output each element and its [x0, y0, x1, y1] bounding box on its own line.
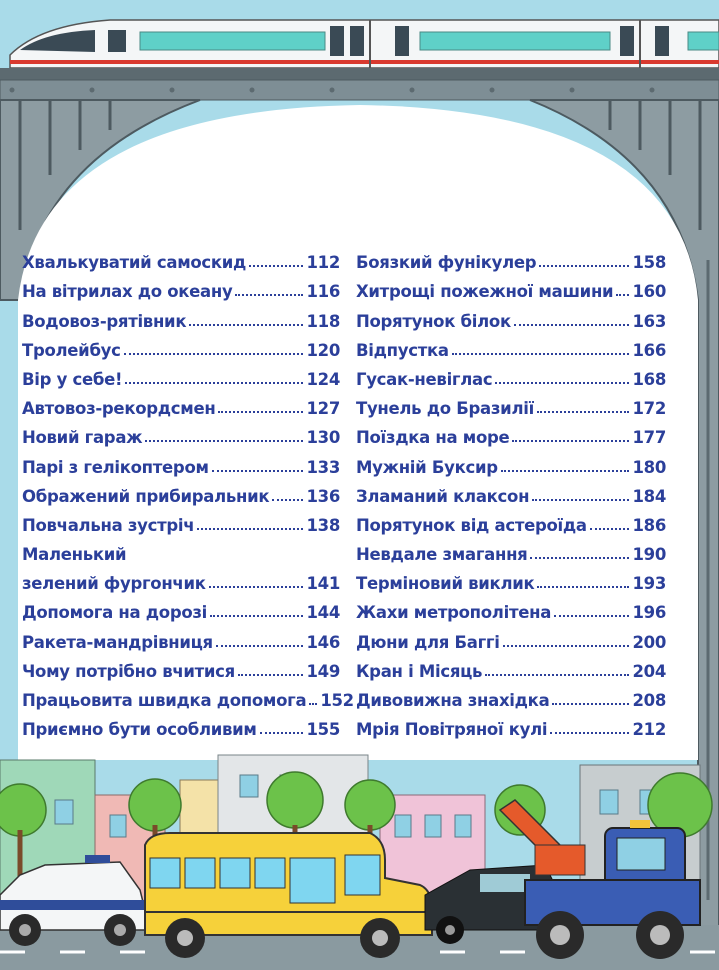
toc-entry[interactable] [22, 272, 340, 301]
toc-entry-title: Гусак-невіглас [356, 369, 493, 389]
toc-leader-dots [532, 499, 629, 501]
toc-entry-title: Автовоз-рекордсмен [22, 399, 216, 419]
toc-entry[interactable] [22, 652, 340, 681]
toc-entry-title: Ракета-мандрівниця [22, 632, 213, 652]
toc-entry-title: Дивовижна знахідка [356, 691, 550, 710]
toc-entry-title: Працьовита швидка допомога [22, 691, 307, 710]
toc-entry-title: Маленький [22, 545, 127, 565]
toc-entry[interactable] [356, 593, 666, 622]
toc-entry-title: Тунель до Бразилії [356, 399, 534, 419]
toc-leader-dots [554, 615, 629, 617]
toc-entry[interactable] [22, 506, 340, 535]
toc-entry-page: 168 [632, 369, 666, 389]
toc-entry-title: Порятунок від астероїда [356, 515, 587, 535]
toc-entry-title: Чому потрібно вчитися [22, 661, 235, 681]
toc-leader-dots [218, 411, 303, 413]
toc-leader-dots [530, 557, 629, 559]
toc-leader-dots [537, 411, 630, 413]
toc-entry-title: Боязкий фунікулер [356, 253, 537, 273]
toc-entry-page: 118 [306, 311, 340, 331]
toc-leader-dots [235, 294, 303, 296]
toc-entry-page: 163 [632, 311, 666, 331]
toc-entry-page: 200 [632, 632, 666, 652]
toc-leader-dots [124, 353, 304, 355]
toc-entry[interactable] [22, 301, 340, 330]
toc-entry[interactable] [22, 593, 340, 622]
toc-left-column [22, 243, 354, 740]
toc-entry-title: Мужній Буксир [356, 457, 498, 477]
toc-entry[interactable] [22, 447, 340, 476]
toc-leader-dots [616, 294, 629, 296]
toc-entry[interactable] [22, 477, 340, 506]
toc-entry-page: 152 [320, 691, 354, 710]
toc-entry[interactable] [356, 622, 666, 651]
toc-entry[interactable] [22, 389, 340, 418]
toc-entry[interactable] [22, 710, 340, 739]
toc-leader-dots [216, 645, 304, 647]
toc-leader-dots [503, 645, 630, 647]
toc-entry-page: 196 [632, 603, 666, 623]
toc-leader-dots [145, 440, 303, 442]
toc-leader-dots [495, 382, 629, 384]
toc-entry-page: 184 [632, 486, 666, 506]
toc-entry-page: 133 [306, 457, 340, 477]
toc-leader-dots [212, 470, 304, 472]
toc-entry-page: 180 [632, 457, 666, 477]
toc-entry[interactable] [356, 418, 666, 447]
toc-entry[interactable] [356, 710, 666, 739]
toc-entry-page: 160 [632, 282, 666, 302]
train-illustration [10, 20, 719, 68]
toc-leader-dots [452, 353, 630, 355]
toc-entry-title: Новий гараж [22, 428, 143, 448]
toc-entry[interactable] [22, 418, 340, 447]
toc-entry-page: 193 [632, 574, 666, 594]
toc-entry-title: Хитрощі пожежної машини [356, 282, 614, 302]
toc-entry-title: Водовоз-рятівник [22, 311, 187, 331]
toc-entry-page: 120 [306, 340, 340, 360]
toc-leader-dots [512, 440, 629, 442]
toc-leader-dots [197, 528, 303, 530]
toc-entry[interactable] [356, 272, 666, 301]
toc-entry[interactable] [356, 447, 666, 476]
toc-leader-dots [210, 615, 303, 617]
toc-entry[interactable] [356, 360, 666, 389]
toc-entry-title: Невдале змагання [356, 545, 528, 565]
toc-entry-page: 112 [306, 253, 340, 273]
toc-entry-title: Ображений прибиральник [22, 486, 270, 506]
toc-entry[interactable] [356, 564, 666, 593]
toc-entry-page: 124 [306, 369, 340, 389]
toc-leader-dots [501, 470, 630, 472]
toc-entry[interactable] [22, 681, 354, 710]
toc-entry-page: 166 [632, 340, 666, 360]
toc-entry-title: Приємно бути особливим [22, 720, 257, 740]
toc-leader-dots [514, 324, 630, 326]
toc-leader-dots [249, 265, 303, 267]
toc-leader-dots [272, 499, 303, 501]
toc-leader-dots [485, 674, 629, 676]
toc-entry[interactable] [356, 389, 666, 418]
toc-entry-page: 158 [632, 253, 666, 273]
toc-entry-title: Повчальна зустріч [22, 515, 195, 535]
toc-entry[interactable] [22, 564, 340, 593]
toc-entry-page: 186 [632, 515, 666, 535]
toc-entry-title: На вітрилах до океану [22, 282, 233, 302]
toc-entry-title: Тролейбус [22, 340, 121, 360]
toc-leader-dots [550, 732, 629, 734]
toc-leader-dots [309, 703, 317, 705]
toc-entry-title: Парі з гелікоптером [22, 457, 209, 477]
toc-entry-page: 190 [632, 545, 666, 565]
toc-leader-dots [539, 265, 629, 267]
toc-entry[interactable] [22, 622, 340, 651]
toc-entry[interactable] [22, 331, 340, 360]
toc-entry-title: Мрія Повітряної кулі [356, 720, 548, 740]
toc-entry-title: Зламаний клаксон [356, 486, 530, 506]
toc-leader-dots [209, 586, 304, 588]
toc-entry[interactable] [356, 652, 666, 681]
toc-entry-page: 127 [306, 399, 340, 419]
toc-entry-page: 130 [306, 428, 340, 448]
toc-leader-dots [189, 324, 303, 326]
toc-entry[interactable] [356, 477, 666, 506]
toc-entry-title: Кран і Місяць [356, 661, 483, 681]
toc-entry-title: зелений фургончик [22, 574, 206, 594]
toc-leader-dots [537, 586, 629, 588]
toc-right-column [356, 243, 666, 739]
toc-entry-page: 144 [306, 603, 340, 623]
toc-leader-dots [125, 382, 303, 384]
toc-entry-page: 116 [306, 282, 340, 302]
toc-entry[interactable] [22, 360, 340, 389]
toc-leader-dots [590, 528, 630, 530]
toc-entry[interactable] [356, 535, 666, 564]
toc-entry[interactable] [22, 535, 340, 564]
toc-entry[interactable] [22, 243, 340, 272]
toc-entry-page: 212 [632, 720, 666, 740]
toc-entry-page: 155 [306, 720, 340, 740]
toc-entry[interactable] [356, 506, 666, 535]
toc-entry-page: 204 [632, 661, 666, 681]
toc-entry-title: Вір у себе! [22, 369, 123, 389]
toc-entry-title: Поїздка на море [356, 428, 510, 448]
toc-entry-page: 141 [306, 574, 340, 594]
toc-entry-page: 146 [306, 632, 340, 652]
toc-entry[interactable] [356, 681, 666, 710]
toc-entry-title: Порятунок білок [356, 311, 511, 331]
toc-entry-title: Жахи метрополітена [356, 603, 552, 623]
toc-entry-title: Терміновий виклик [356, 574, 535, 594]
toc-entry-title: Хвалькуватий самоскид [22, 253, 247, 273]
toc-entry[interactable] [356, 243, 666, 272]
toc-entry-page: 172 [632, 399, 666, 419]
toc-leader-dots [552, 703, 629, 705]
toc-entry-title: Відпустка [356, 340, 449, 360]
toc-leader-dots [238, 674, 303, 676]
toc-entry-page: 138 [306, 515, 340, 535]
toc-entry-page: 208 [632, 691, 666, 710]
toc-entry-page: 149 [306, 661, 340, 681]
toc-entry[interactable] [356, 331, 666, 360]
toc-entry-title: Допомога на дорозі [22, 603, 208, 623]
toc-entry-page: 136 [306, 486, 340, 506]
toc-entry[interactable] [356, 301, 666, 330]
toc-entry-page: 177 [632, 428, 666, 448]
toc-entry-title: Дюни для Баггі [356, 632, 500, 652]
toc-leader-dots [260, 732, 304, 734]
